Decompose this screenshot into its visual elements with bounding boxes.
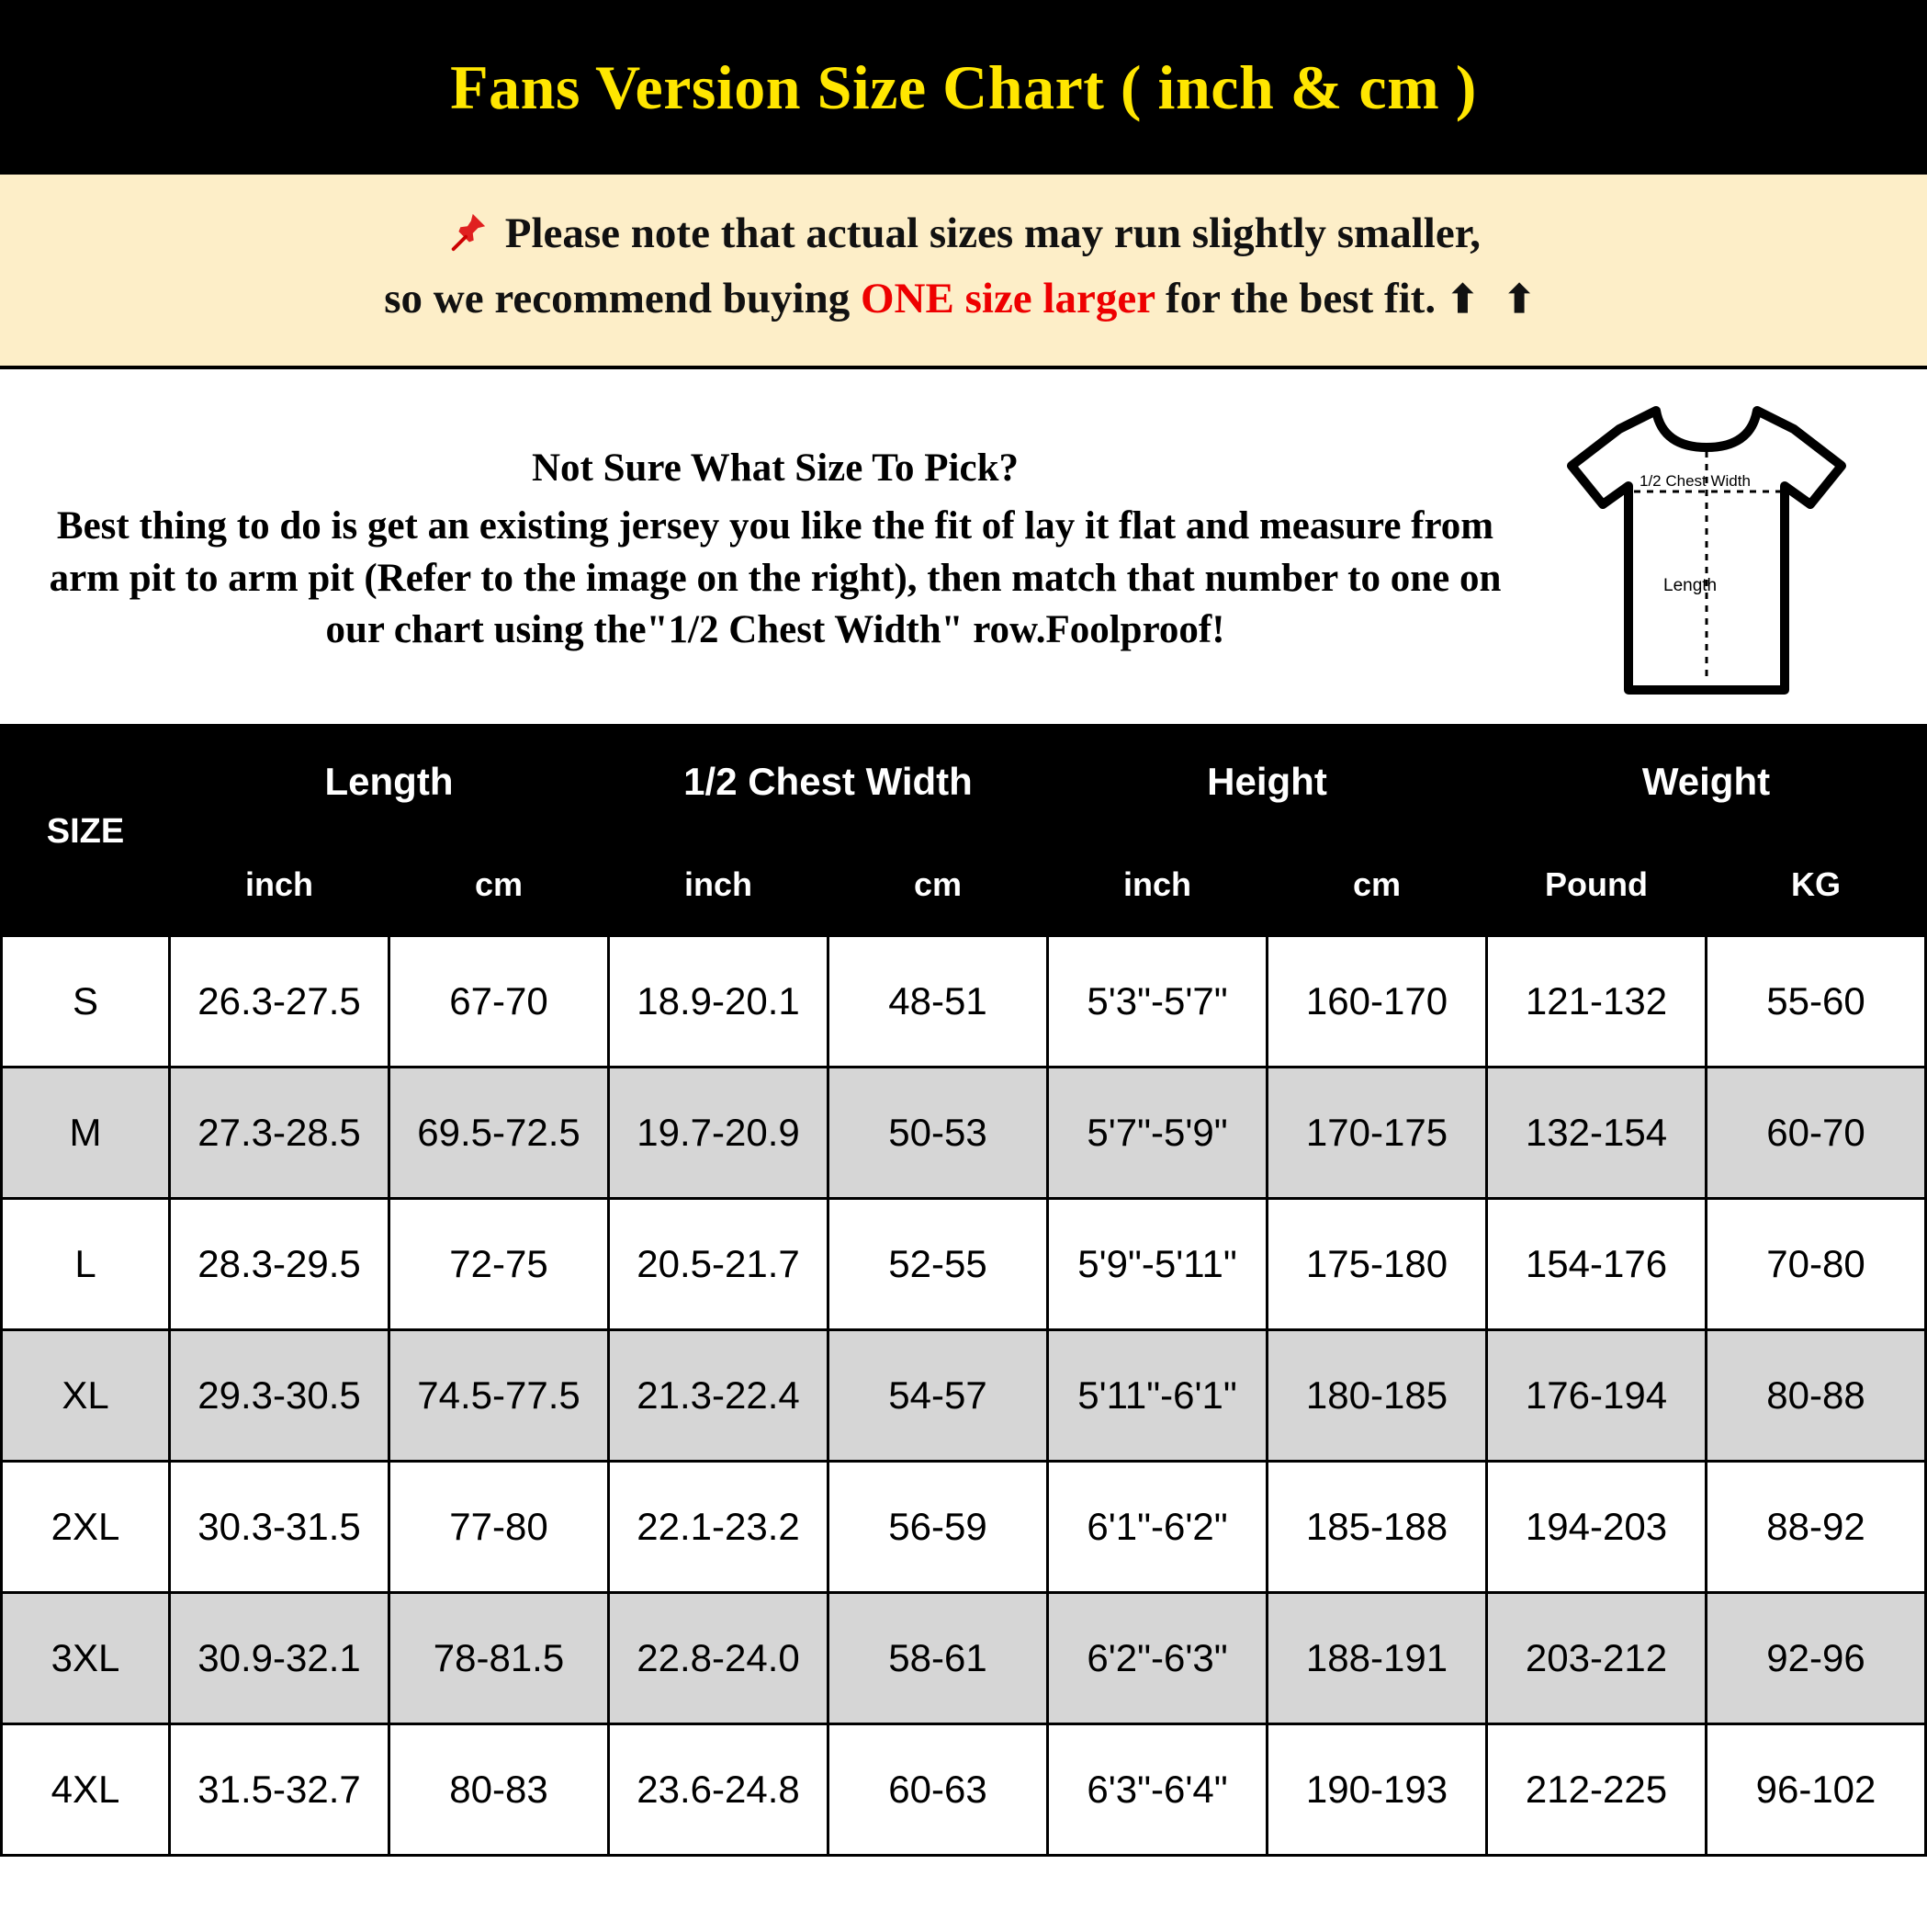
cell-height-inch: 5'7"-5'9" (1048, 1067, 1268, 1198)
table-row (2, 1067, 1926, 1198)
header-unit-length-cm: cm (389, 834, 609, 935)
cell-length-inch: 29.3-30.5 (170, 1329, 389, 1461)
cell-length-inch: 27.3-28.5 (170, 1067, 389, 1198)
table-row (2, 1198, 1926, 1329)
cell-length-cm: 78-81.5 (389, 1592, 609, 1723)
header-group-chest: 1/2 Chest Width (609, 729, 1048, 834)
header-group-height: Height (1048, 729, 1487, 834)
table-row (2, 935, 1926, 1067)
table-body (2, 935, 1926, 1855)
cell-height-inch: 5'3"-5'7" (1048, 935, 1268, 1067)
header-group-length: Length (170, 729, 609, 834)
cell-height-inch: 6'1"-6'2" (1048, 1461, 1268, 1592)
cell-weight-kg: 96-102 (1707, 1723, 1926, 1855)
header-unit-weight-kg: KG (1707, 834, 1926, 935)
cell-length-inch: 30.3-31.5 (170, 1461, 389, 1592)
cell-chest-cm: 60-63 (828, 1723, 1048, 1855)
note-banner (0, 175, 1927, 369)
tshirt-diagram (1514, 394, 1899, 706)
cell-size: L (2, 1198, 170, 1329)
table-row (2, 1592, 1926, 1723)
table-group-header-row (2, 729, 1926, 834)
cell-chest-cm: 54-57 (828, 1329, 1048, 1461)
table-head (2, 729, 1926, 935)
cell-chest-cm: 52-55 (828, 1198, 1048, 1329)
cell-length-inch: 26.3-27.5 (170, 935, 389, 1067)
header-unit-height-cm: cm (1268, 834, 1487, 935)
cell-weight-kg: 92-96 (1707, 1592, 1926, 1723)
cell-chest-inch: 19.7-20.9 (609, 1067, 828, 1198)
cell-weight-kg: 88-92 (1707, 1461, 1926, 1592)
note-line-1 (37, 204, 1890, 269)
cell-weight-pound: 121-132 (1487, 935, 1707, 1067)
chest-width-label: 1/2 Chest Width (1640, 471, 1751, 490)
cell-length-cm: 67-70 (389, 935, 609, 1067)
length-label: Length (1663, 575, 1718, 595)
cell-height-cm: 185-188 (1268, 1461, 1487, 1592)
cell-size: 3XL (2, 1592, 170, 1723)
cell-height-cm: 160-170 (1268, 935, 1487, 1067)
advice-section (0, 369, 1927, 728)
cell-chest-cm: 58-61 (828, 1592, 1048, 1723)
size-table (0, 728, 1927, 1857)
cell-length-cm: 72-75 (389, 1198, 609, 1329)
cell-height-inch: 5'9"-5'11" (1048, 1198, 1268, 1329)
cell-chest-inch: 20.5-21.7 (609, 1198, 828, 1329)
advice-heading: Not Sure What Size To Pick? (531, 446, 1019, 491)
note-text-2a: so we recommend buying (384, 274, 861, 322)
cell-weight-pound: 203-212 (1487, 1592, 1707, 1723)
cell-weight-pound: 212-225 (1487, 1723, 1707, 1855)
cell-chest-inch: 23.6-24.8 (609, 1723, 828, 1855)
cell-height-inch: 6'2"-6'3" (1048, 1592, 1268, 1723)
cell-height-cm: 190-193 (1268, 1723, 1487, 1855)
cell-size: M (2, 1067, 170, 1198)
cell-weight-pound: 132-154 (1487, 1067, 1707, 1198)
cell-chest-inch: 22.8-24.0 (609, 1592, 828, 1723)
cell-size: S (2, 935, 170, 1067)
table-unit-header-row (2, 834, 1926, 935)
cell-weight-kg: 60-70 (1707, 1067, 1926, 1198)
cell-length-cm: 74.5-77.5 (389, 1329, 609, 1461)
cell-height-inch: 6'3"-6'4" (1048, 1723, 1268, 1855)
advice-text-block (28, 443, 1514, 657)
cell-chest-inch: 22.1-23.2 (609, 1461, 828, 1592)
cell-height-cm: 180-185 (1268, 1329, 1487, 1461)
pushpin-icon (446, 209, 489, 269)
cell-weight-kg: 80-88 (1707, 1329, 1926, 1461)
header-unit-chest-inch: inch (609, 834, 828, 935)
cell-weight-pound: 194-203 (1487, 1461, 1707, 1592)
cell-chest-inch: 18.9-20.1 (609, 935, 828, 1067)
header-group-weight: Weight (1487, 729, 1926, 834)
cell-chest-cm: 50-53 (828, 1067, 1048, 1198)
cell-height-cm: 175-180 (1268, 1198, 1487, 1329)
note-text-2b: for the best fit. (1155, 274, 1437, 322)
cell-length-cm: 80-83 (389, 1723, 609, 1855)
cell-length-inch: 30.9-32.1 (170, 1592, 389, 1723)
cell-length-inch: 28.3-29.5 (170, 1198, 389, 1329)
cell-chest-inch: 21.3-22.4 (609, 1329, 828, 1461)
up-arrows-icon: ⬆ ⬆ (1446, 278, 1543, 322)
header-unit-weight-pound: Pound (1487, 834, 1707, 935)
header-unit-length-inch: inch (170, 834, 389, 935)
cell-weight-pound: 154-176 (1487, 1198, 1707, 1329)
advice-body: Best thing to do is get an existing jersey you like the fit of lay it flat and measure from arm pit to arm pit (Refer to the image on the right), then match that number to one on our chart using the"1/2 Chest Width" row.Foolproof! (49, 503, 1502, 652)
note-line-2 (37, 269, 1890, 329)
cell-size: 4XL (2, 1723, 170, 1855)
note-text-1: Please note that actual sizes may run slightly smaller, (504, 209, 1481, 257)
table-row (2, 1329, 1926, 1461)
header-unit-height-inch: inch (1048, 834, 1268, 935)
tshirt-measurement-icon (1555, 394, 1858, 706)
table-row (2, 1723, 1926, 1855)
cell-size: XL (2, 1329, 170, 1461)
table-row (2, 1461, 1926, 1592)
cell-height-inch: 5'11"-6'1" (1048, 1329, 1268, 1461)
cell-size: 2XL (2, 1461, 170, 1592)
header-unit-chest-cm: cm (828, 834, 1048, 935)
page-title: Fans Version Size Chart ( inch & cm ) (450, 51, 1477, 122)
cell-length-cm: 77-80 (389, 1461, 609, 1592)
title-banner (0, 0, 1927, 175)
cell-weight-kg: 70-80 (1707, 1198, 1926, 1329)
cell-weight-pound: 176-194 (1487, 1329, 1707, 1461)
cell-length-cm: 69.5-72.5 (389, 1067, 609, 1198)
header-size: SIZE (2, 729, 170, 935)
cell-height-cm: 170-175 (1268, 1067, 1487, 1198)
cell-chest-cm: 48-51 (828, 935, 1048, 1067)
cell-length-inch: 31.5-32.7 (170, 1723, 389, 1855)
note-emphasis: ONE size larger (861, 274, 1155, 322)
cell-chest-cm: 56-59 (828, 1461, 1048, 1592)
cell-height-cm: 188-191 (1268, 1592, 1487, 1723)
cell-weight-kg: 55-60 (1707, 935, 1926, 1067)
